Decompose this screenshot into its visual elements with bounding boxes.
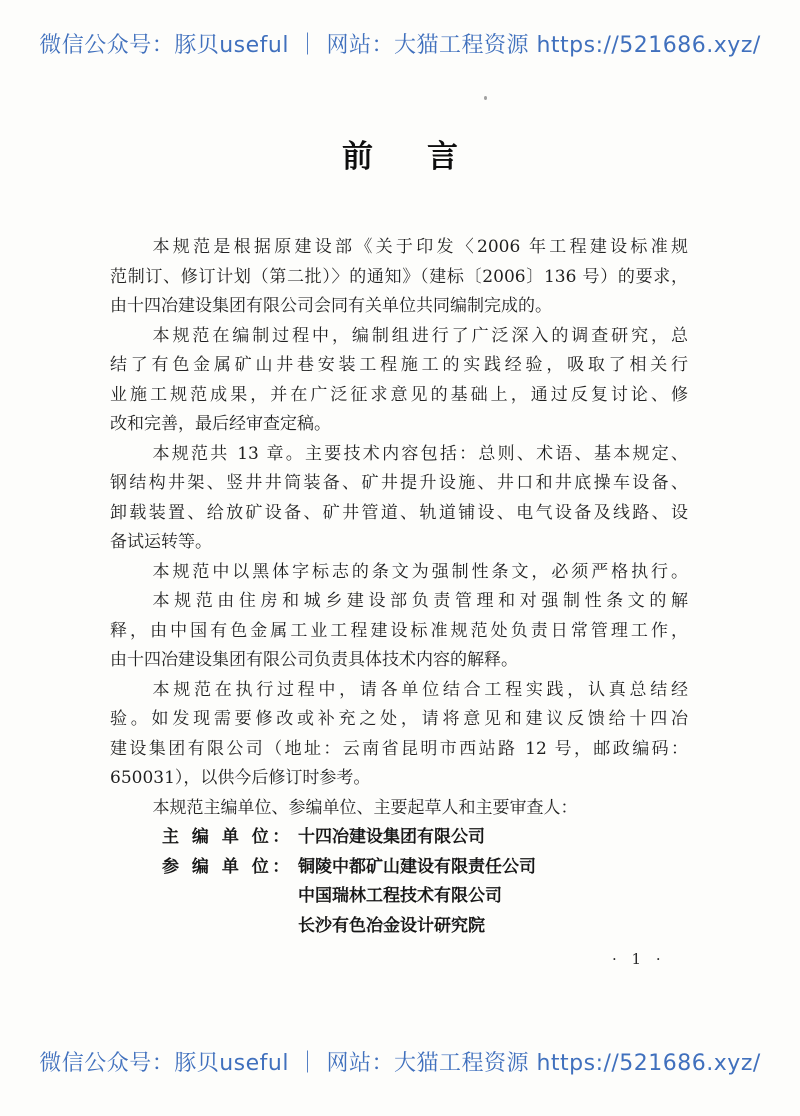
editor-unit-value: 铜陵中都矿山建设有限责任公司 bbox=[298, 856, 536, 877]
editor-unit-value: 中国瑞林工程技术有限公司 bbox=[298, 886, 502, 906]
body-line: 释，由中国有色金属工业工程建设标准规范处负责日常管理工作， bbox=[110, 620, 688, 641]
body-line: 由十四冶建设集团有限公司会同有关单位共同编制完成的。 bbox=[110, 296, 552, 316]
body-line: 本规范由住房和城乡建设部负责管理和对强制性条文的解 bbox=[152, 591, 688, 611]
watermark-footer: 微信公众号：豚贝useful ｜ 网站：大猫工程资源 https://521686.xyz/ bbox=[39, 1051, 761, 1076]
body-line: 本规范主编单位、参编单位、主要起草人和主要审查人： bbox=[152, 797, 578, 818]
page-number: · 1 · bbox=[612, 950, 666, 968]
body-line: 建设集团有限公司（地址：云南省昆明市西站路 12 号，邮政编码： bbox=[110, 738, 688, 759]
editor-unit-row bbox=[110, 823, 688, 853]
preface-body bbox=[110, 233, 688, 941]
watermark-header: 微信公众号：豚贝useful ｜ 网站：大猫工程资源 https://521686.xyz/ bbox=[39, 33, 761, 58]
title-char-2: 言 bbox=[427, 139, 458, 175]
body-line: 范制订、修订计划（第二批）〉的通知》（建标〔2006〕136 号）的要求， bbox=[110, 266, 688, 287]
editor-unit-label bbox=[162, 882, 298, 912]
editor-unit-value: 十四冶建设集团有限公司 bbox=[298, 827, 485, 847]
editor-unit-label: 主 编 单 位： bbox=[162, 827, 293, 847]
editor-unit-label bbox=[162, 912, 298, 942]
body-line: 本规范共 13 章。主要技术内容包括：总则、术语、基本规定、 bbox=[152, 443, 688, 464]
body-line: 业施工规范成果，并在广泛征求意见的基础上，通过反复讨论、修 bbox=[110, 384, 688, 405]
body-line: 本规范是根据原建设部《关于印发〈2006 年工程建设标准规 bbox=[152, 237, 688, 257]
body-line: 钢结构井架、竖井井筒装备、矿井提升设施、井口和井底操车设备、 bbox=[110, 473, 688, 493]
body-line: 650031），以供今后修订时参考。 bbox=[110, 768, 371, 788]
scan-artifact-dot bbox=[484, 96, 487, 100]
body-line: 由十四冶建设集团有限公司负责具体技术内容的解释。 bbox=[110, 650, 518, 670]
editor-unit-label: 参 编 单 位： bbox=[162, 856, 293, 877]
body-line: 本规范在执行过程中，请各单位结合工程实践，认真总结经 bbox=[152, 679, 688, 700]
title-char-1: 前 bbox=[342, 139, 373, 175]
body-line: 验。如发现需要修改或补充之处，请将意见和建议反馈给十四冶 bbox=[110, 709, 688, 729]
editor-unit-row bbox=[110, 882, 688, 912]
body-line: 结了有色金属矿山井巷安装工程施工的实践经验，吸取了相关行 bbox=[110, 355, 688, 375]
page-title bbox=[0, 139, 800, 175]
body-line: 本规范在编制过程中，编制组进行了广泛深入的调查研究，总 bbox=[152, 325, 688, 346]
body-line: 卸载装置、给放矿设备、矿井管道、轨道铺设、电气设备及线路、设 bbox=[110, 502, 688, 523]
body-line: 备试运转等。 bbox=[110, 532, 212, 552]
body-line: 改和完善，最后经审查定稿。 bbox=[110, 414, 331, 434]
editor-unit-row bbox=[110, 912, 688, 942]
editor-unit-value: 长沙有色冶金设计研究院 bbox=[298, 915, 485, 936]
editor-unit-row bbox=[110, 853, 688, 883]
body-line: 本规范中以黑体字标志的条文为强制性条文，必须严格执行。 bbox=[152, 561, 688, 582]
